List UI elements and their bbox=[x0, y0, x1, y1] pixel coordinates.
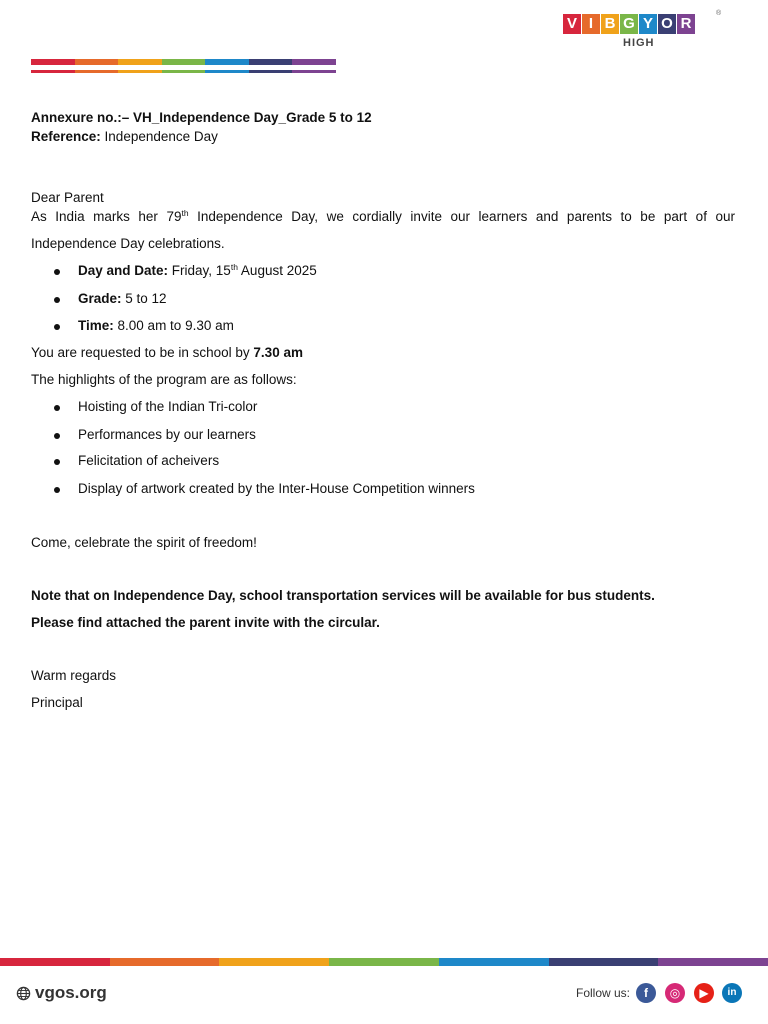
highlight-item: Felicitation of acheivers bbox=[78, 453, 220, 468]
logo-letter: O bbox=[658, 14, 676, 34]
grade-value: 5 to 12 bbox=[125, 291, 167, 306]
stripe-segment bbox=[205, 70, 249, 73]
logo-letter: R bbox=[677, 14, 695, 34]
time-value: 8.00 am to 9.30 am bbox=[117, 318, 234, 333]
attachment-note: Please find attached the parent invite with the circular. bbox=[31, 615, 380, 630]
intro-superscript: th bbox=[181, 208, 189, 218]
reference-value: Independence Day bbox=[104, 129, 218, 144]
celebrate-line: Come, celebrate the spirit of freedom! bbox=[31, 535, 257, 550]
logo-letter: G bbox=[620, 14, 638, 34]
stripe-segment bbox=[110, 958, 220, 966]
website-text: vgos.org bbox=[35, 983, 107, 1002]
reporting-time: 7.30 am bbox=[253, 345, 303, 360]
stripe-segment bbox=[292, 59, 336, 65]
stripe-segment bbox=[31, 59, 75, 65]
highlight-item: Display of artwork created by the Inter-House Competition winners bbox=[78, 481, 475, 496]
stripe-segment bbox=[75, 59, 119, 65]
logo-letter: Y bbox=[639, 14, 657, 34]
stripe-segment bbox=[658, 958, 768, 966]
intro-paragraph-line-2: Independence Day celebrations. bbox=[31, 236, 225, 251]
stripe-segment bbox=[118, 59, 162, 65]
date-value: Friday, 15th August 2025 bbox=[171, 262, 317, 278]
highlight-item: Hoisting of the Indian Tri-color bbox=[78, 399, 258, 414]
detail-grade bbox=[78, 291, 167, 306]
stripe-segment bbox=[249, 59, 293, 65]
intro-paragraph-line-1 bbox=[31, 209, 735, 224]
youtube-icon[interactable]: ▶ bbox=[694, 983, 714, 1003]
stripe-segment bbox=[219, 958, 329, 966]
facebook-icon[interactable]: f bbox=[636, 983, 656, 1003]
stripe-segment bbox=[31, 70, 75, 73]
reference-label: Reference: bbox=[31, 129, 101, 144]
stripe-segment bbox=[205, 59, 249, 65]
stripe-segment bbox=[0, 958, 110, 966]
stripe-segment bbox=[75, 70, 119, 73]
detail-date bbox=[78, 263, 317, 278]
stripe-segment bbox=[329, 958, 439, 966]
website-link[interactable] bbox=[16, 983, 107, 1003]
signature: Principal bbox=[31, 695, 83, 710]
highlights-intro: The highlights of the program are as follows: bbox=[31, 372, 297, 387]
top-color-stripe bbox=[31, 59, 336, 65]
top-color-stripe-thin bbox=[31, 70, 336, 73]
stripe-segment bbox=[249, 70, 293, 73]
greeting: Dear Parent bbox=[31, 190, 104, 205]
reference-line bbox=[31, 129, 218, 144]
logo-letter: I bbox=[582, 14, 600, 34]
detail-time bbox=[78, 318, 234, 333]
stripe-segment bbox=[292, 70, 336, 73]
vibgyor-logo bbox=[563, 10, 723, 54]
stripe-segment bbox=[162, 70, 206, 73]
time-label: Time: bbox=[78, 318, 114, 333]
logo-letter: B bbox=[601, 14, 619, 34]
date-label: Day and Date: bbox=[78, 263, 169, 278]
stripe-segment bbox=[439, 958, 549, 966]
highlight-item: Performances by our learners bbox=[78, 427, 256, 442]
intro-text-a: As India marks her 79 bbox=[31, 209, 182, 224]
reporting-time-line: You are requested to be in school by 7.30 am bbox=[31, 345, 303, 360]
stripe-segment bbox=[118, 70, 162, 73]
intro-text-b: Independence Day, we cordially invite our learners and parents to be part of our bbox=[188, 209, 735, 224]
globe-icon bbox=[16, 986, 31, 1001]
transport-note: Note that on Independence Day, school transportation services will be available for bus students. bbox=[31, 588, 655, 603]
follow-us-label: Follow us: bbox=[576, 986, 631, 1000]
annexure-line: Annexure no.:– VH_Independence Day_Grade 5 to 12 bbox=[31, 110, 372, 125]
grade-label: Grade: bbox=[78, 291, 122, 306]
logo-letters bbox=[563, 14, 723, 34]
logo-letter: V bbox=[563, 14, 581, 34]
closing: Warm regards bbox=[31, 668, 117, 683]
logo-subtitle: HIGH bbox=[623, 37, 655, 49]
stripe-segment bbox=[549, 958, 659, 966]
stripe-segment bbox=[162, 59, 206, 65]
linkedin-icon[interactable]: in bbox=[722, 983, 742, 1003]
bottom-color-stripe bbox=[0, 958, 768, 966]
registered-mark: ® bbox=[716, 10, 722, 17]
instagram-icon[interactable]: ◎ bbox=[665, 983, 685, 1003]
